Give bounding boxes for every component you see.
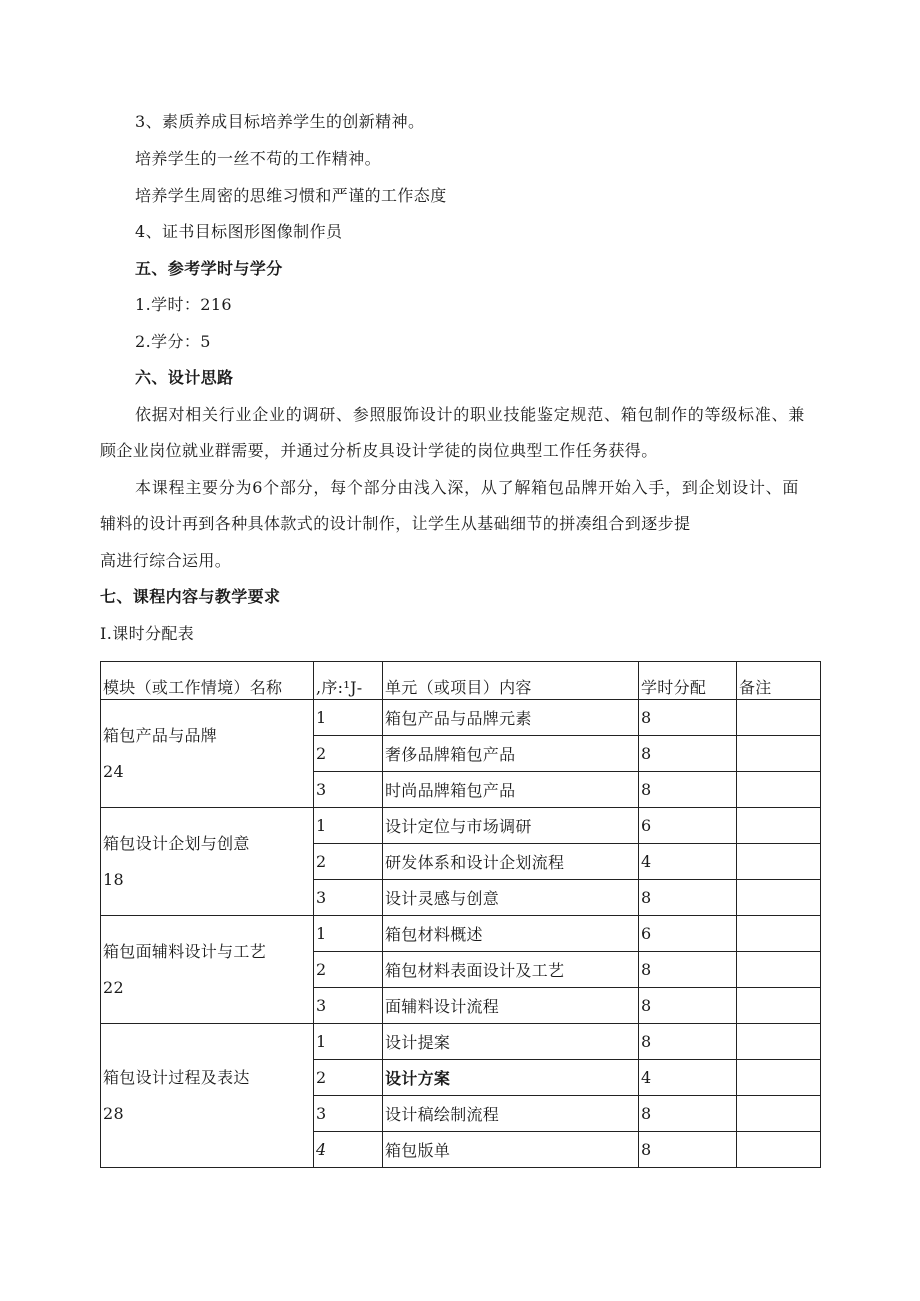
paragraph-credits: 2.学分：5 — [135, 332, 211, 351]
paragraph-quality-goal: 3、素质养成目标培养学生的创新精神。 — [135, 112, 425, 131]
heading-course-content: 七、课程内容与教学要求 — [100, 587, 281, 606]
note-cell — [737, 1132, 821, 1168]
header-seq: ,序:¹J- — [314, 662, 383, 700]
note-cell — [737, 880, 821, 916]
seq-cell: 3 — [314, 1096, 383, 1132]
table-row — [101, 1024, 821, 1060]
module-cell — [101, 808, 314, 916]
unit-cell: 设计灵感与创意 — [383, 880, 639, 916]
seq-cell: 2 — [314, 736, 383, 772]
unit-cell: 奢侈品牌箱包产品 — [383, 736, 639, 772]
note-cell — [737, 844, 821, 880]
note-cell — [737, 808, 821, 844]
seq-cell: 1 — [314, 1024, 383, 1060]
hours-cell: 8 — [639, 988, 737, 1024]
hours-cell: 8 — [639, 772, 737, 808]
seq-cell: 4 — [314, 1132, 383, 1168]
hours-cell: 8 — [639, 1096, 737, 1132]
unit-cell: 箱包材料表面设计及工艺 — [383, 952, 639, 988]
unit-cell: 研发体系和设计企划流程 — [383, 844, 639, 880]
heading-design-idea: 六、设计思路 — [135, 368, 234, 387]
unit-cell: 设计定位与市场调研 — [383, 808, 639, 844]
module-name: 箱包设计企划与创意 — [103, 833, 250, 853]
seq-cell: 3 — [314, 772, 383, 808]
header-note: 备注 — [737, 662, 821, 700]
seq-cell: 1 — [314, 808, 383, 844]
unit-cell: 面辅料设计流程 — [383, 988, 639, 1024]
heading-hours-credits: 五、参考学时与学分 — [135, 259, 283, 278]
note-cell — [737, 952, 821, 988]
paragraph-certificate-goal: 4、证书目标图形图像制作员 — [135, 222, 343, 241]
hours-cell: 6 — [639, 808, 737, 844]
note-cell — [737, 736, 821, 772]
hours-cell: 8 — [639, 736, 737, 772]
paragraph-thinking: 培养学生周密的思维习惯和严谨的工作态度 — [135, 186, 447, 205]
seq-cell: 1 — [314, 916, 383, 952]
note-cell — [737, 1024, 821, 1060]
hours-cell: 8 — [639, 880, 737, 916]
note-cell — [737, 916, 821, 952]
header-unit: 单元（或项目）内容 — [383, 662, 639, 700]
paragraph-basis-line2: 顾企业岗位就业群需要，并通过分析皮具设计学徒的岗位典型工作任务获得。 — [100, 441, 658, 460]
note-cell — [737, 700, 821, 736]
module-total-hours: 22 — [103, 977, 124, 997]
seq-cell: 3 — [314, 988, 383, 1024]
header-hours: 学时分配 — [639, 662, 737, 700]
module-name: 箱包面辅料设计与工艺 — [103, 941, 267, 961]
module-cell — [101, 1024, 314, 1168]
hours-cell: 8 — [639, 952, 737, 988]
module-total-hours: 28 — [103, 1103, 124, 1123]
header-module: 模块（或工作情境）名称 — [101, 662, 314, 700]
hours-cell: 4 — [639, 844, 737, 880]
unit-cell: 设计方案 — [383, 1060, 639, 1096]
seq-cell: 1 — [314, 700, 383, 736]
unit-cell: 箱包材料概述 — [383, 916, 639, 952]
note-cell — [737, 1096, 821, 1132]
note-cell — [737, 772, 821, 808]
hours-cell: 8 — [639, 700, 737, 736]
module-cell — [101, 700, 314, 808]
table-row — [101, 700, 821, 736]
note-cell — [737, 988, 821, 1024]
module-total-hours: 18 — [103, 869, 124, 889]
unit-cell: 箱包产品与品牌元素 — [383, 700, 639, 736]
module-total-hours: 24 — [103, 761, 124, 781]
table-row — [101, 808, 821, 844]
hours-cell: 6 — [639, 916, 737, 952]
paragraph-basis-line1: 依据对相关行业企业的调研、参照服饰设计的职业技能鉴定规范、箱包制作的等级标准、兼 — [135, 405, 806, 424]
table-row — [101, 916, 821, 952]
module-name: 箱包设计过程及表达 — [103, 1067, 250, 1087]
seq-cell: 2 — [314, 952, 383, 988]
hours-cell: 8 — [639, 1024, 737, 1060]
unit-cell: 设计提案 — [383, 1024, 639, 1060]
seq-cell: 2 — [314, 1060, 383, 1096]
hours-cell: 8 — [639, 1132, 737, 1168]
paragraph-spirit: 培养学生的一丝不苟的工作精神。 — [135, 149, 382, 168]
unit-cell: 时尚品牌箱包产品 — [383, 772, 639, 808]
module-cell — [101, 916, 314, 1024]
table-header-row — [101, 662, 821, 700]
unit-cell: 箱包版单 — [383, 1132, 639, 1168]
module-name: 箱包产品与品牌 — [103, 725, 218, 745]
seq-cell: 2 — [314, 844, 383, 880]
note-cell — [737, 1060, 821, 1096]
paragraph-structure-line2: 辅料的设计再到各种具体款式的设计制作，让学生从基础细节的拼凑组合到逐步提 — [100, 514, 691, 533]
paragraph-hours: 1.学时：216 — [135, 295, 233, 314]
table-caption: I.课时分配表 — [100, 624, 195, 643]
paragraph-structure-line1: 本课程主要分为6个部分，每个部分由浅入深，从了解箱包品牌开始入手，到企划设计、面 — [135, 478, 800, 497]
seq-cell: 3 — [314, 880, 383, 916]
hours-allocation-table — [100, 661, 821, 1168]
paragraph-structure-line3: 高进行综合运用。 — [100, 551, 232, 570]
hours-cell: 4 — [639, 1060, 737, 1096]
unit-cell: 设计稿绘制流程 — [383, 1096, 639, 1132]
